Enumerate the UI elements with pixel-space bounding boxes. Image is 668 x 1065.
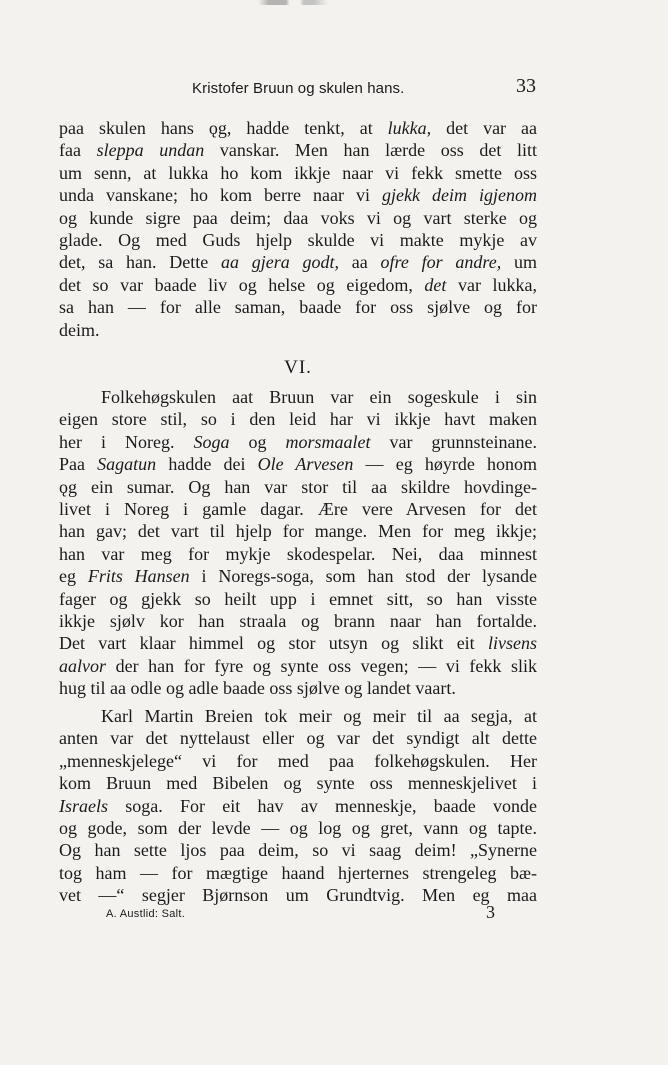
text-segment: aa xyxy=(339,252,381,273)
text-segment: faa xyxy=(59,140,97,161)
text-segment: eg xyxy=(59,566,88,587)
text-segment: hug til aa odle og adle baade oss sjølve og landet vaart. xyxy=(59,678,456,699)
paragraph-3 xyxy=(59,705,537,907)
text-segment: — eg høyrde honom xyxy=(353,454,537,475)
signature-number: 3 xyxy=(486,902,495,922)
italic-text: Soga xyxy=(193,431,230,452)
text-line xyxy=(59,862,537,884)
text-segment: Karl Martin Breien tok meir og meir til aa segja, at xyxy=(101,706,537,726)
text-segment: var grunnsteinane. xyxy=(370,431,538,452)
text-line xyxy=(59,162,537,184)
italic-text: aalvor xyxy=(59,655,106,676)
italic-text: Sagatun xyxy=(97,454,157,475)
text-line xyxy=(59,296,537,318)
text-segment: tog ham — for mægtige haand hjerternes strengeleg bæ- xyxy=(59,862,537,883)
text-line xyxy=(59,251,537,273)
italic-text: ofre for andre, xyxy=(380,252,502,273)
italic-text: sleppa undan xyxy=(96,140,205,161)
italic-text: aa gjera godt, xyxy=(221,252,340,273)
text-line xyxy=(59,386,537,408)
text-line xyxy=(59,565,537,587)
text-line xyxy=(59,453,537,475)
text-line xyxy=(59,817,537,839)
text-line xyxy=(59,184,537,206)
text-segment: Det vart klaar himmel og stor utsyn og slikt eit xyxy=(59,633,488,654)
text-segment: Folkehøgskulen aat Bruun var ein sogeskule i sin xyxy=(101,387,537,407)
text-segment: glade. Og med Guds hjelp skulde vi makte mykje av xyxy=(59,229,537,250)
text-segment: fager og gjekk so heilt upp i emnet sitt, so han visste xyxy=(59,588,537,609)
text-segment: det so var baade liv og helse og eigedom, xyxy=(59,274,425,295)
text-segment: livet i Noreg i gamle dagar. Ære vere Arvesen for det xyxy=(59,498,537,519)
text-segment: deim. xyxy=(59,319,100,340)
text-line xyxy=(59,839,537,861)
text-segment: sa han — for alle saman, baade for oss sjølve og for xyxy=(59,297,537,318)
text-segment: her i Noreg. xyxy=(59,431,194,452)
text-segment: det var aa xyxy=(431,118,537,138)
text-line xyxy=(59,498,537,520)
text-line xyxy=(59,408,537,430)
text-line xyxy=(59,431,537,453)
text-segment: han var meg for mykje skodespelar. Nei, daa minnest xyxy=(59,543,537,564)
paragraph-2 xyxy=(59,386,537,699)
text-segment: og xyxy=(229,431,286,452)
text-line xyxy=(59,610,537,632)
text-segment: Og han sette ljos paa deim, so vi saag deim! „Synerne xyxy=(59,840,537,861)
text-segment: ǫg ein sumar. Og han var stor til aa skildre hovdinge- xyxy=(59,476,537,497)
text-segment: og kunde sigre paa deim; daa voks vi og vart sterke og xyxy=(59,207,537,228)
text-line xyxy=(59,677,537,699)
text-segment: det, sa han. Dette xyxy=(59,252,221,273)
text-line xyxy=(59,795,537,817)
italic-text: Ole Arvesen xyxy=(257,454,354,475)
text-segment: han gav; det vart til hjelp for mange. Men for meg ikkje; xyxy=(59,521,537,542)
italic-text: gjekk deim igjenom xyxy=(382,185,537,206)
page-number: 33 xyxy=(516,75,536,97)
text-segment: anten var det nyttelaust eller og var det syndigt alt dette xyxy=(59,728,537,749)
text-segment: um xyxy=(501,252,537,273)
text-segment: soga. For eit hav av menneskje, baade vonde xyxy=(108,795,537,816)
text-line xyxy=(59,588,537,610)
text-segment: vet —“ segjer Bjørnson um Grundtvig. Men eg maa xyxy=(59,885,537,906)
text-segment: ikkje sjølv kor han straala og brann naar han fortalde. xyxy=(59,610,537,631)
text-line xyxy=(59,705,537,727)
text-segment: Paa xyxy=(59,454,98,475)
text-line xyxy=(59,727,537,749)
text-segment: unda vanskane; ho kom berre naar vi xyxy=(59,185,383,206)
text-line xyxy=(59,520,537,542)
running-title: Kristofer Bruun og skulen hans. xyxy=(192,80,405,97)
text-segment: um senn, at lukka ho kom ikkje naar vi fekk smette oss xyxy=(59,162,537,183)
italic-text: lukka, xyxy=(387,118,432,138)
italic-text: Frits Hansen xyxy=(87,566,190,587)
text-line xyxy=(59,750,537,772)
text-segment: der han for fyre og synte oss vegen; — vi fekk slik xyxy=(106,655,537,676)
section-heading: VI. xyxy=(284,357,312,378)
text-line xyxy=(59,884,537,906)
text-segment: hadde dei xyxy=(156,454,258,475)
text-line xyxy=(59,139,537,161)
text-line xyxy=(59,319,537,341)
text-segment: og gode, som der levde — og log og gret, vann og tapte. xyxy=(59,817,537,838)
text-segment: i Noregs-soga, som han stod der lysande xyxy=(189,566,537,587)
italic-text: det xyxy=(424,274,447,295)
text-line xyxy=(59,229,537,251)
text-segment: paa skulen hans ǫg, hadde tenkt, at xyxy=(59,118,388,138)
text-line xyxy=(59,274,537,296)
text-segment: kom Bruun med Bibelen og synte oss menneskjelivet i xyxy=(59,773,537,794)
text-segment: var lukka, xyxy=(446,274,537,295)
text-segment: vanskar. Men han lærde oss det litt xyxy=(204,140,537,161)
text-line xyxy=(59,632,537,654)
text-line xyxy=(59,117,537,139)
italic-text: Israels xyxy=(59,795,108,816)
signature-mark: A. Austlid: Salt. xyxy=(106,908,186,920)
paragraph-1 xyxy=(59,117,537,341)
text-line xyxy=(59,207,537,229)
text-line xyxy=(59,476,537,498)
italic-text: livsens xyxy=(488,633,537,654)
page-top-edge-mark xyxy=(258,0,328,5)
text-segment: „menneskjelege“ vi for med paa folkehøgskulen. Her xyxy=(59,750,537,771)
italic-text: morsmaalet xyxy=(285,431,371,452)
text-segment: eigen store stil, so i den leid har vi ikkje havt maken xyxy=(59,409,537,430)
text-line xyxy=(59,655,537,677)
text-line xyxy=(59,772,537,794)
text-line xyxy=(59,543,537,565)
